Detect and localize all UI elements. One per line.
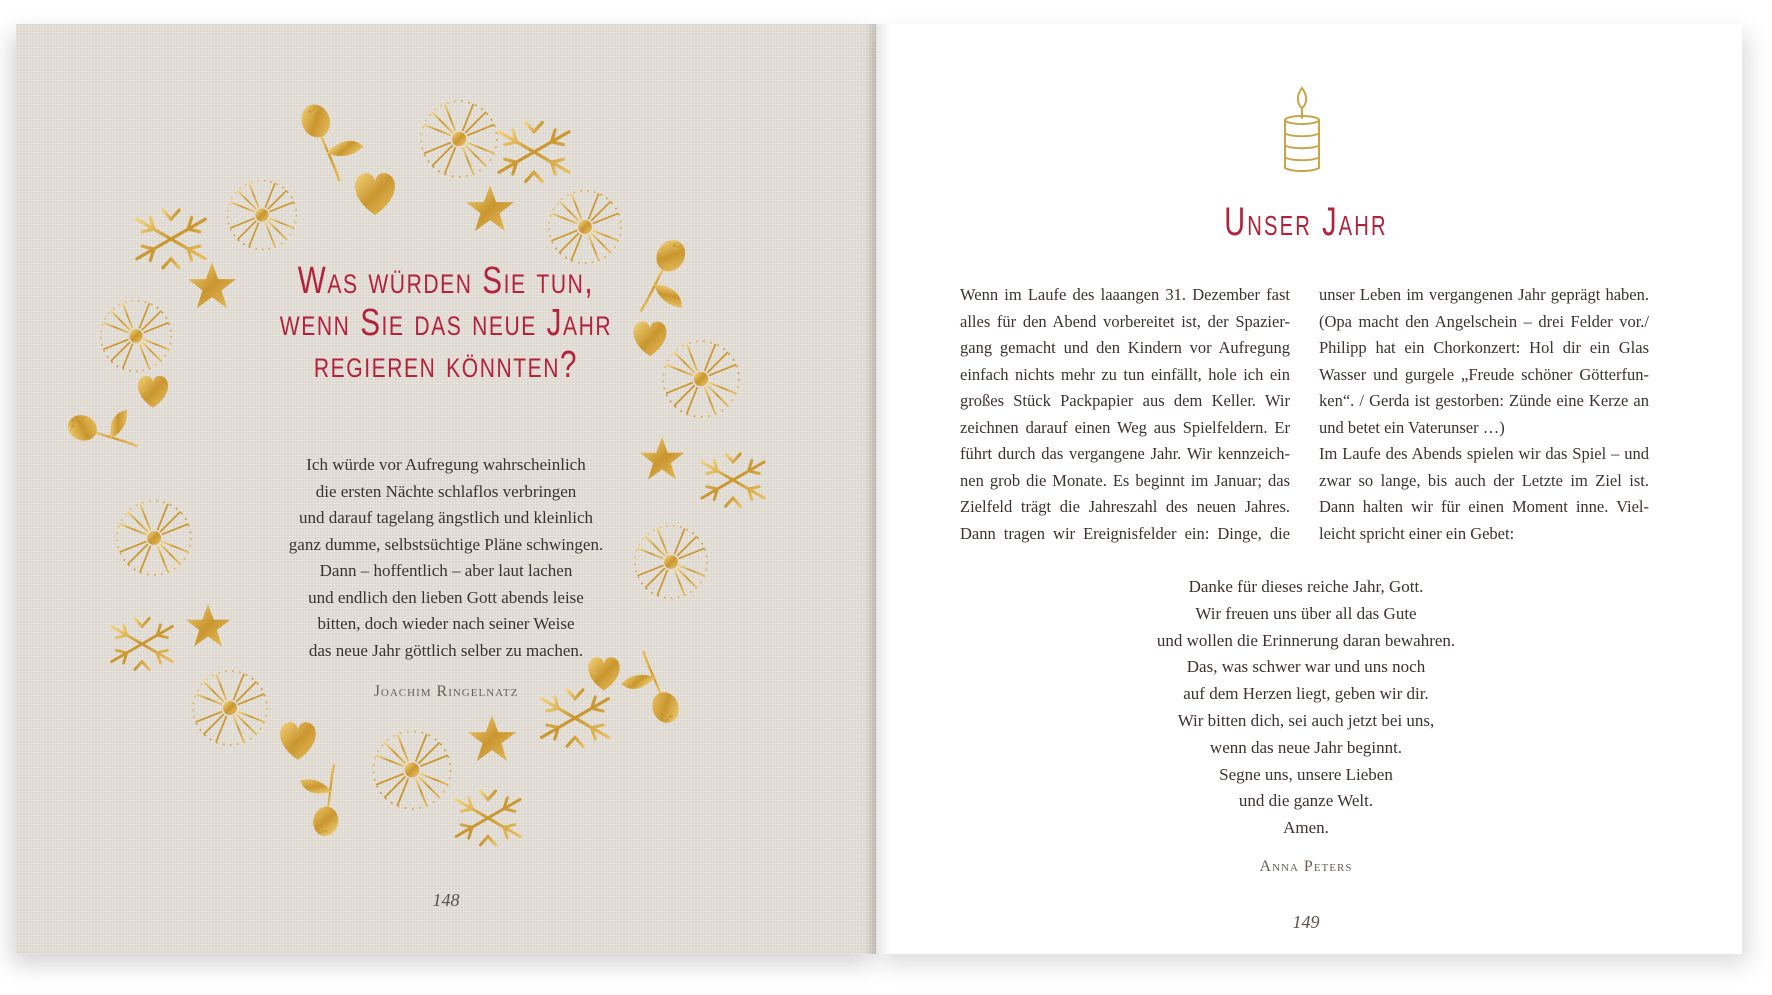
text-line: leicht spricht einer ein Gebet:: [1319, 523, 1515, 543]
poem-line: und endlich den lieben Gott abends leise: [308, 587, 584, 607]
candle-icon: [1280, 82, 1324, 176]
ringelnatz-poem: [236, 452, 656, 664]
prayer-line: wenn das neue Jahr beginnt.: [1209, 737, 1403, 757]
text-line: Zielfeld trägt die Jahreszahl des neuen Jahres.: [960, 497, 1290, 516]
quote-title-line: wenn Sie das neue Jahr: [279, 302, 613, 344]
quote-title: [274, 260, 617, 386]
poem-line: und darauf tagelang ängstlich und kleinlich: [298, 508, 594, 527]
text-line: zeichnen darauf einen Weg aus Spielfeldern. Er: [960, 417, 1290, 437]
text-line: Wasser und gurgele „Freude schöner Götterfun-: [1319, 364, 1649, 384]
quote-title-line: regieren könnten?: [313, 344, 579, 386]
poem-line: Dann – hoffentlich – aber laut lachen: [319, 561, 573, 580]
author-joachim-ringelnatz: Joachim Ringelnatz: [373, 683, 519, 700]
prayer-line: Wir bitten dich, sei auch jetzt bei uns,: [1177, 710, 1435, 730]
prayer-line: Amen.: [1283, 818, 1329, 838]
text-line: Philipp hat ein Chorkonzert: Hol dir ein Glas: [1319, 338, 1649, 357]
left-page: [16, 24, 876, 954]
poem-line: Ich würde vor Aufregung wahrscheinlich: [306, 455, 586, 474]
page-number-left: 148: [432, 890, 460, 910]
text-column-1: [960, 282, 1290, 547]
prayer-line: Danke für dieses reiche Jahr, Gott.: [1188, 577, 1424, 596]
prayer-line: und wollen die Erinnerung daran bewahren.: [1156, 630, 1456, 650]
author-anna-peters: Anna Peters: [1259, 858, 1353, 875]
text-line: Im Laufe des Abends spielen wir das Spiel – und: [1319, 444, 1649, 463]
poem-line: das neue Jahr göttlich selber zu machen.: [308, 640, 584, 660]
text-line: Wenn im Laufe des laaangen 31. Dezember fast: [960, 285, 1290, 304]
text-line: (Opa macht den Angelschein – drei Felder vor./: [1319, 311, 1649, 331]
prayer-line: Segne uns, unsere Lieben: [1219, 764, 1393, 784]
text-line: alles für den Abend vorbereitet ist, der Spazier-: [960, 311, 1290, 331]
text-line: Dann halten wir für einen Moment inne. Viel-: [1319, 497, 1649, 516]
prayer-line: Das, was schwer war und uns noch: [1186, 657, 1426, 677]
prayer-line: Wir freuen uns über all das Gute: [1195, 603, 1417, 623]
right-page: [876, 24, 1742, 954]
text-line: ken“. / Gerda ist gestorben: Zünde eine Kerze an: [1319, 391, 1649, 410]
text-line: und betet ein Vaterunser …): [1319, 417, 1505, 437]
prayer-line: auf dem Herzen liegt, geben wir dir.: [1183, 684, 1429, 704]
text-line: großes Stück Packpapier aus dem Keller. Wir: [960, 391, 1290, 410]
text-line: nen grob die Monate. Es beginnt im Januar; das: [960, 470, 1290, 490]
text-line: unser Leben im vergangenen Jahr geprägt haben.: [1319, 285, 1649, 304]
text-line: zwar so lange, bis auch der Letzte im Ziel ist.: [1319, 470, 1649, 490]
prayer-line: und die ganze Welt.: [1238, 791, 1374, 811]
text-line: Dann tragen wir Ereignisfelder ein: Dinge, die: [960, 523, 1290, 543]
page-number-right: 149: [1292, 912, 1320, 932]
prayer-text: [1076, 574, 1536, 842]
page-title: Unser Jahr: [1224, 200, 1388, 244]
text-line: gang gemacht und den Kindern vor Aufregung: [960, 338, 1290, 357]
text-line: einfach nichts mehr zu tun einfällt, hole ich ein: [960, 364, 1290, 384]
text-line: führt durch das vergangene Jahr. Wir kennzeich-: [960, 444, 1290, 463]
poem-line: die ersten Nächte schlaflos verbringen: [315, 481, 577, 501]
poem-line: ganz dumme, selbstsüchtige Pläne schwingen.: [288, 534, 604, 554]
quote-title-line: Was würden Sie tun,: [297, 260, 595, 302]
text-column-2: [1319, 282, 1649, 547]
poem-line: bitten, doch wieder nach seiner Weise: [317, 614, 575, 633]
